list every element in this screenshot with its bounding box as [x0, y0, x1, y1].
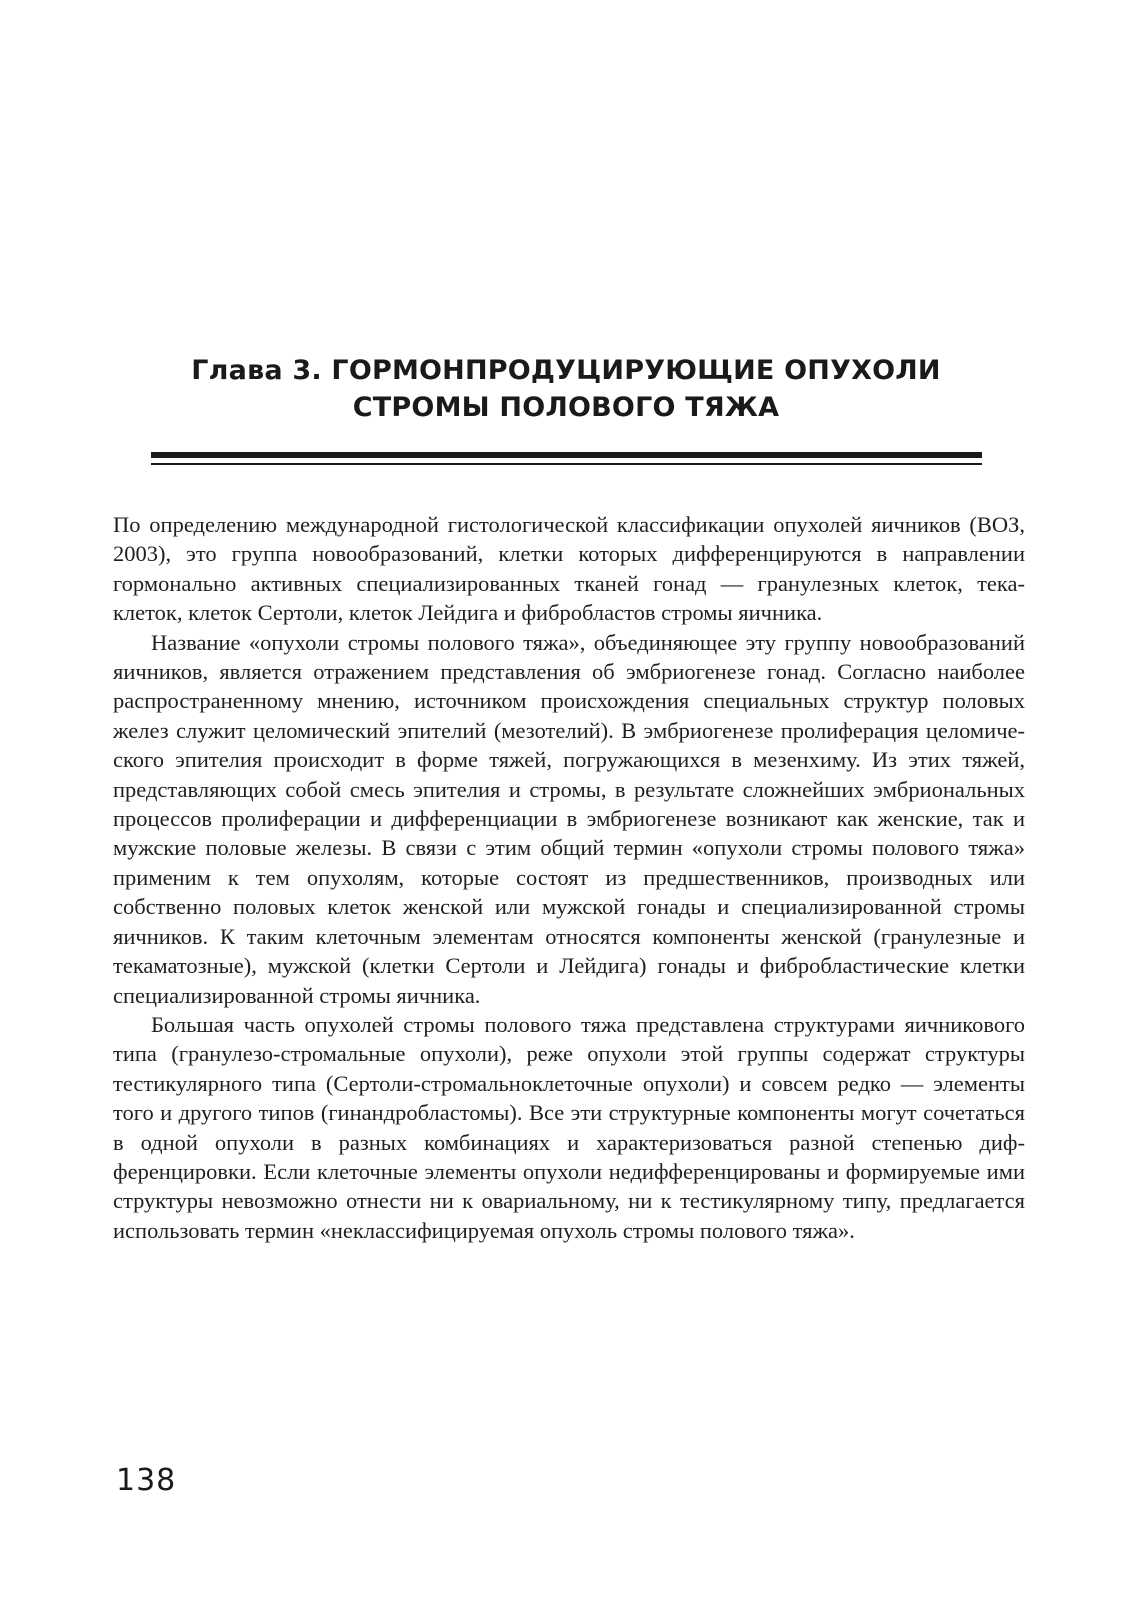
title-rule-thick [151, 452, 982, 458]
paragraph-1: По определению международной гистологической классификации опухолей яичников (ВОЗ, 2003), это группа новообразований, клетки которых дифференцируются в направлении гормонально активных специализированных тканей гонад — гранулезных клеток, тека-клеток, клеток Сертоли, клеток Лейдига и фибробластов стромы яичника. [113, 512, 1025, 626]
paragraph-3: Большая часть опухолей стромы полового тяжа представлена структурами яичникового типа (гранулезо-стромальные опухоли), реже опухоли этой группы содержат структуры тестикулярного типа (Сертоли-стромальноклеточные опухоли) и совсем редко — элементы того и другого типов (гинандробластомы). Все эти структурные компоненты могут сочетаться в одной опухоли в разных комбинациях и характеризоваться разной степенью дифференцировки. Если клеточные элементы опухоли недифференцированы и формируемые ими структуры невозможно отнести ни к овариальному, ни к тестикулярному типу, предлагается использовать термин «неклассифицируемая опухоль стромы полового тяжа». [113, 1011, 1025, 1243]
chapter-title-line-1: Глава 3. ГОРМОНПРОДУЦИРУЮЩИЕ ОПУХОЛИ [191, 355, 941, 386]
body-text [113, 510, 1025, 1245]
chapter-title-line-2: СТРОМЫ ПОЛОВОГО ТЯЖА [352, 392, 780, 423]
paragraph-2: Название «опухоли стромы полового тяжа», объединяющее эту группу новообразований яичников, является отражением представления об эмбриогенезе гонад. Согласно наиболее распространенному мнению, источником происхождения специальных структур половых желез служит целомический эпителий (мезотелий). В эмбриогенезе пролиферация целомического эпителия происходит в форме тяжей, погружающихся в мезенхиму. Из этих тяжей, представляющих собой смесь эпителия и стромы, в результате сложнейших эмбриональных процессов пролиферации и дифференциации в эмбриогенезе возникают как женские, так и мужские половые железы. В связи с этим общий термин «опухоли стромы полового тяжа» применим к тем опухолям, которые состоят из предшественников, производных или собственно половых клеток женской или мужской гонады и специализированной стромы яичников. К таким клеточным элементам относятся компоненты женской (гранулезные и текаматозные), мужской (клетки Сертоли и Лейдига) гонады и фибробластические клетки специализированной стромы яичника. [113, 629, 1025, 1008]
title-rule-thin [151, 463, 982, 465]
chapter-title [150, 352, 982, 426]
page-number: 138 [116, 1463, 177, 1498]
